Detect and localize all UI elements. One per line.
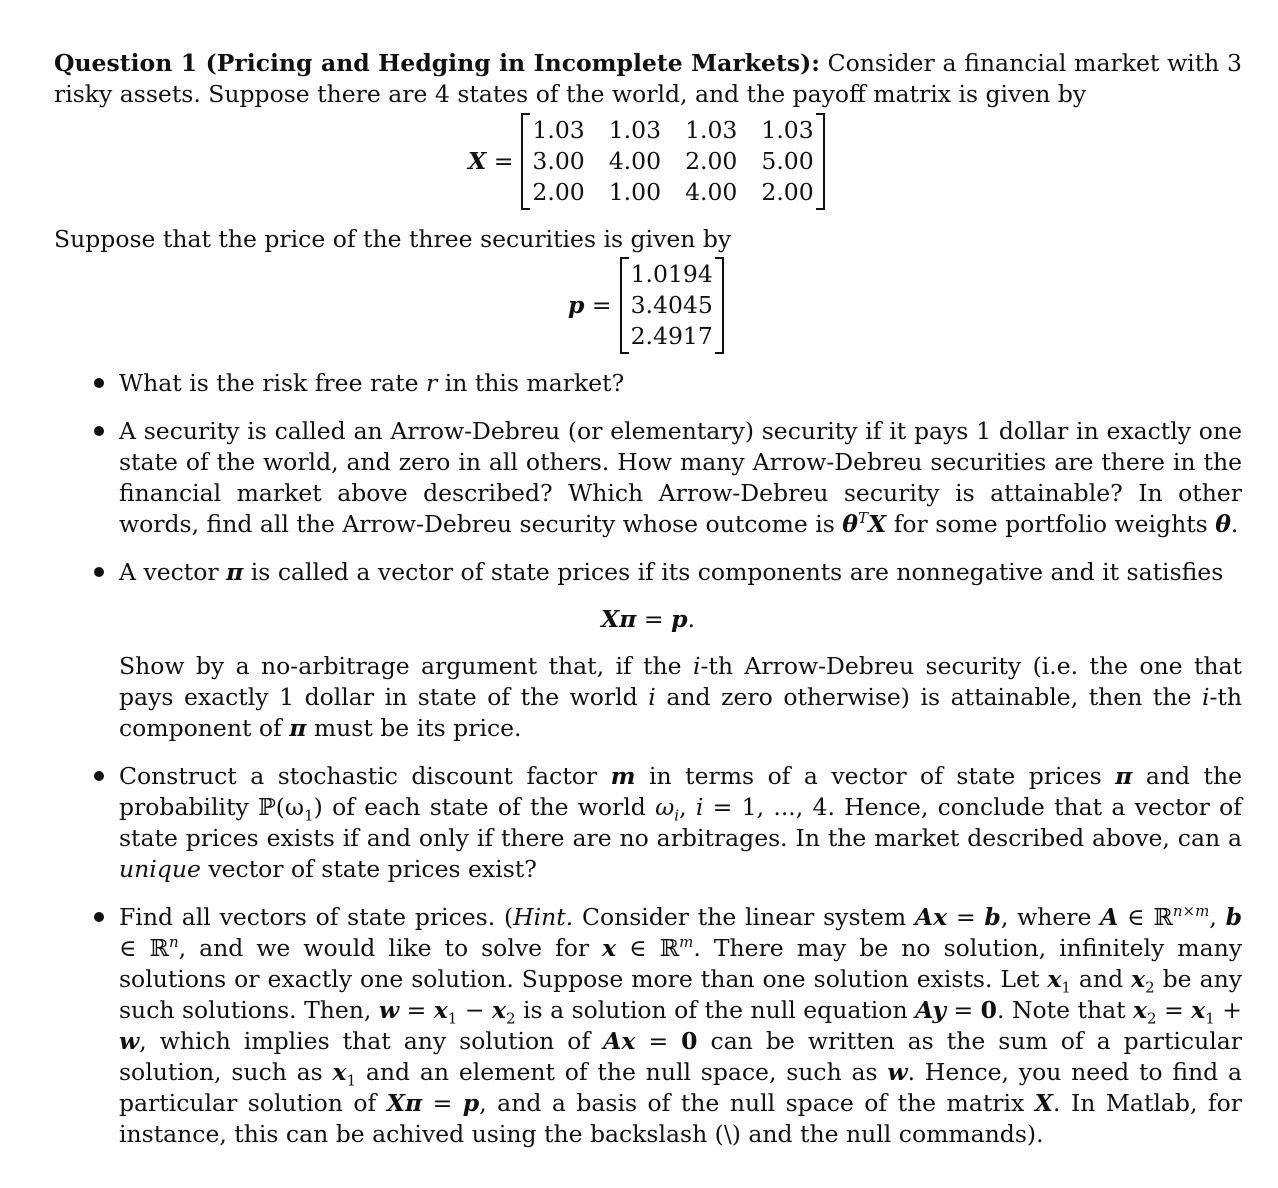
matrix-cell: 3.00 <box>532 147 585 175</box>
matrix-cell: 1.03 <box>532 116 585 144</box>
question-list <box>54 368 1242 1150</box>
bullet-icon <box>94 771 104 781</box>
question-intro: Question 1 (Pricing and Hedging in Incomplete Markets): Consider a financial market with 3 risky assets. Suppose there are 4 states of the world, and the payoff matrix is given by <box>54 49 1243 108</box>
list-item: Construct a stochastic discount factor m in terms of a vector of state prices π and the probability $ℙ(\omega_1)$ of each state of the world $\omega_i$, i = 1, ..., 4. Hence, conclude that a vector of state prices exists if and only if there are no arbitrages. In the market described above, can a unique vector of state prices exist? <box>54 761 1242 885</box>
payoff-matrix-equation: X = 1.03 1.03 1.03 1.03 3.00 4.00 2.00 5.00 2.00 1.00 4.00 2.00 <box>468 113 1242 210</box>
matrix-cell: 1.03 <box>608 116 662 144</box>
matrix-cell: 4.00 <box>608 147 662 175</box>
price-cell: 3.4045 <box>630 291 713 319</box>
price-vector-equation: p = 1.0194 3.4045 2.4917 <box>568 257 1242 354</box>
list-item: A vector π is called a vector of state prices if its components are nonnegative and it satisfies Xπ = p. Show by a no-arbitrage argument that, if the i-th Arrow-Debreu security (i.e. the one that pays exactly 1 dollar in state of the world i and zero otherwise) is attainable, then the i-th component of π must be its price. <box>54 557 1242 744</box>
matrix-cell: 2.00 <box>532 178 585 206</box>
matrix-cell: 2.00 <box>761 178 814 206</box>
matrix-cell: 1.03 <box>761 116 814 144</box>
bullet-icon <box>94 567 104 577</box>
document <box>54 48 1242 1150</box>
bullet-icon <box>94 912 104 922</box>
price-cell: 1.0194 <box>630 260 713 288</box>
matrix-cell: 4.00 <box>685 178 738 206</box>
question-label: Question 1 (Pricing and Hedging in Incomplete Markets): <box>54 49 820 77</box>
matrix-symbol: X <box>468 147 487 175</box>
matrix-cell: 2.00 <box>685 147 738 175</box>
price-intro: Suppose that the price of the three securities is given by <box>54 225 732 253</box>
matrix-row <box>530 115 815 146</box>
list-item: A security is called an Arrow-Debreu (or elementary) security if it pays 1 dollar in exactly one state of the world, and zero in all others. How many Arrow-Debreu securities are there in the financial market above described? Which Arrow-Debreu security is attainable? In other words, find all the Arrow-Debreu security whose outcome is $\theta^TX$ for some portfolio weights θ. <box>54 416 1242 540</box>
matrix-cell: 1.03 <box>685 116 738 144</box>
list-item: What is the risk free rate r in this market? <box>54 368 1242 399</box>
price-symbol: p <box>568 291 585 319</box>
price-vector <box>620 257 724 354</box>
payoff-matrix <box>521 113 824 210</box>
state-price-equation: Xπ = p. <box>601 605 695 633</box>
bullet-icon <box>94 378 104 388</box>
bullet-icon <box>94 426 104 436</box>
price-cell: 2.4917 <box>630 322 713 350</box>
matrix-cell: 1.00 <box>608 178 662 206</box>
matrix-cell: 5.00 <box>761 147 814 175</box>
list-item: Find all vectors of state prices. (Hint. Consider the linear system Ax = b, where A ∈ ℝ$^{n\times m}$, b ∈ ℝ$^n$, and we would like to solve for x ∈ ℝ$^m$. There may be no solution, infinitely many solutions or exactly one solution. Suppose more than one solution exists. Let $x_1$ and $x_2$ be any such solutions. Then, $w = x_1 - x_2$ is a solution of the null equation Ay = 0. Note that $x_2 = x_1 + w$, which implies that any solution of Ax = 0 can be written as the sum of a particular solution, such as $x_1$ and an element of the null space, such as w. Hence, you need to find a particular solution of Xπ = p, and a basis of the null space of the matrix X. In Matlab, for instance, this can be achived using the backslash (\) and the null commands). <box>54 902 1242 1150</box>
matrix-row <box>530 146 815 177</box>
matrix-row <box>530 177 815 208</box>
